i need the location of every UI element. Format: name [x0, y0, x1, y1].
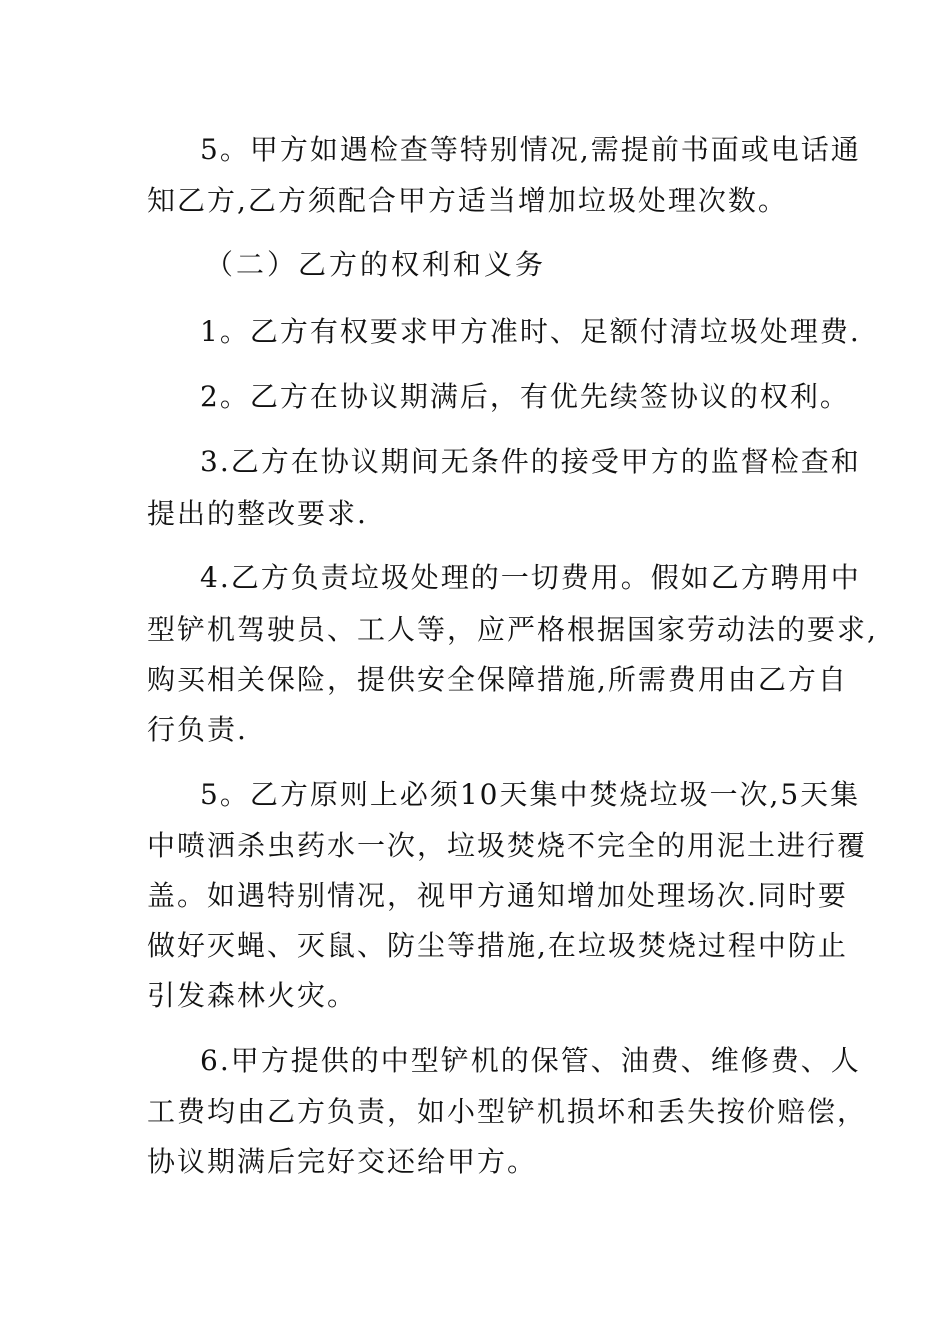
clause-b5-line-2: 中喷洒杀虫药水一次，垃圾焚烧不完全的用泥土进行覆: [147, 829, 868, 862]
clause-b4-line-1: 4.乙方负责垃圾处理的一切费用。假如乙方聘用中: [200, 561, 861, 594]
clause-b3-line-2: 提出的整改要求.: [147, 497, 368, 530]
clause-b5-line-1: 5。乙方原则上必须10天集中焚烧垃圾一次,5天集: [200, 778, 861, 811]
clause-b5-line-3: 盖。如遇特别情况，视甲方通知增加处理场次.同时要: [147, 879, 848, 912]
clause-b6-line-2: 工费均由乙方负责，如小型铲机损坏和丢失按价赔偿，: [147, 1095, 868, 1128]
clause-b4-line-3: 购买相关保险，提供安全保障措施,所需费用由乙方自: [147, 663, 848, 696]
clause-b3-line-1: 3.乙方在协议期间无条件的接受甲方的监督检查和: [200, 445, 861, 478]
clause-b4-line-2: 型铲机驾驶员、工人等，应严格根据国家劳动法的要求,: [147, 613, 878, 646]
section-heading-party-b: （二）乙方的权利和义务: [205, 248, 547, 281]
clause-b6-line-3: 协议期满后完好交还给甲方。: [147, 1145, 538, 1178]
clause-b6-line-1: 6.甲方提供的中型铲机的保管、油费、维修费、人: [200, 1044, 861, 1077]
clause-b1-line-1: 1。乙方有权要求甲方准时、足额付清垃圾处理费.: [200, 315, 861, 348]
clause-b2-line-1: 2。乙方在协议期满后，有优先续签协议的权利。: [200, 380, 850, 413]
clause-b4-line-4: 行负责.: [147, 713, 248, 746]
clause-a5-line-2: 知乙方,乙方须配合甲方适当增加垃圾处理次数。: [147, 184, 788, 217]
clause-a5-line-1: 5。甲方如遇检查等特别情况,需提前书面或电话通: [200, 133, 861, 166]
clause-b5-line-5: 引发森林火灾。: [147, 979, 358, 1012]
clause-b5-line-4: 做好灭蝇、灭鼠、防尘等措施,在垃圾焚烧过程中防止: [147, 929, 848, 962]
